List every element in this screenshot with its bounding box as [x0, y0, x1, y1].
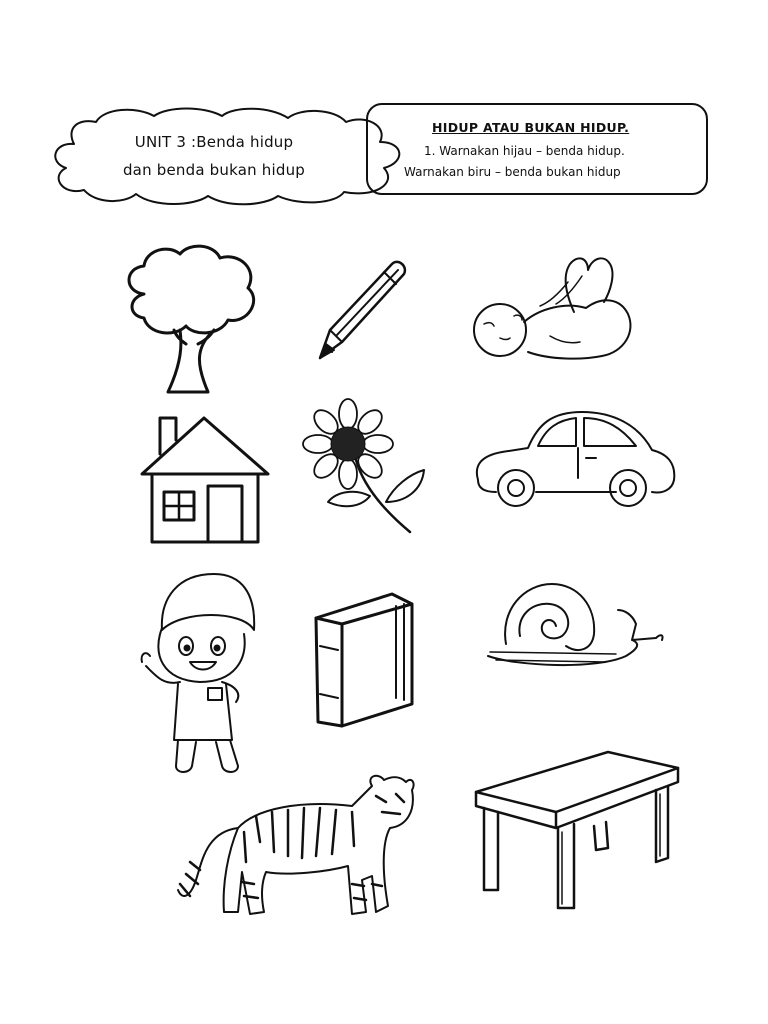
instruction-line-green: 1. Warnakan hijau – benda hidup. [424, 144, 625, 158]
instruction-title: HIDUP ATAU BUKAN HIDUP. [432, 120, 630, 135]
unit-title [44, 128, 384, 184]
boy-icon [138, 570, 262, 780]
tiger-icon [176, 772, 416, 922]
house-icon [138, 414, 272, 546]
baby-icon [470, 252, 640, 364]
table-icon [472, 748, 682, 914]
book-icon [312, 590, 418, 730]
car-icon [472, 408, 678, 512]
tree-icon [124, 244, 258, 394]
snail-icon [486, 580, 666, 670]
instruction-line-blue: Warnakan biru – benda bukan hidup [404, 165, 621, 179]
sunflower-icon [300, 398, 430, 536]
unit-title-line2: dan benda bukan hidup [122, 161, 306, 179]
unit-title-line1: UNIT 3 :Benda hidup [134, 133, 294, 151]
pencil-icon [314, 256, 410, 362]
